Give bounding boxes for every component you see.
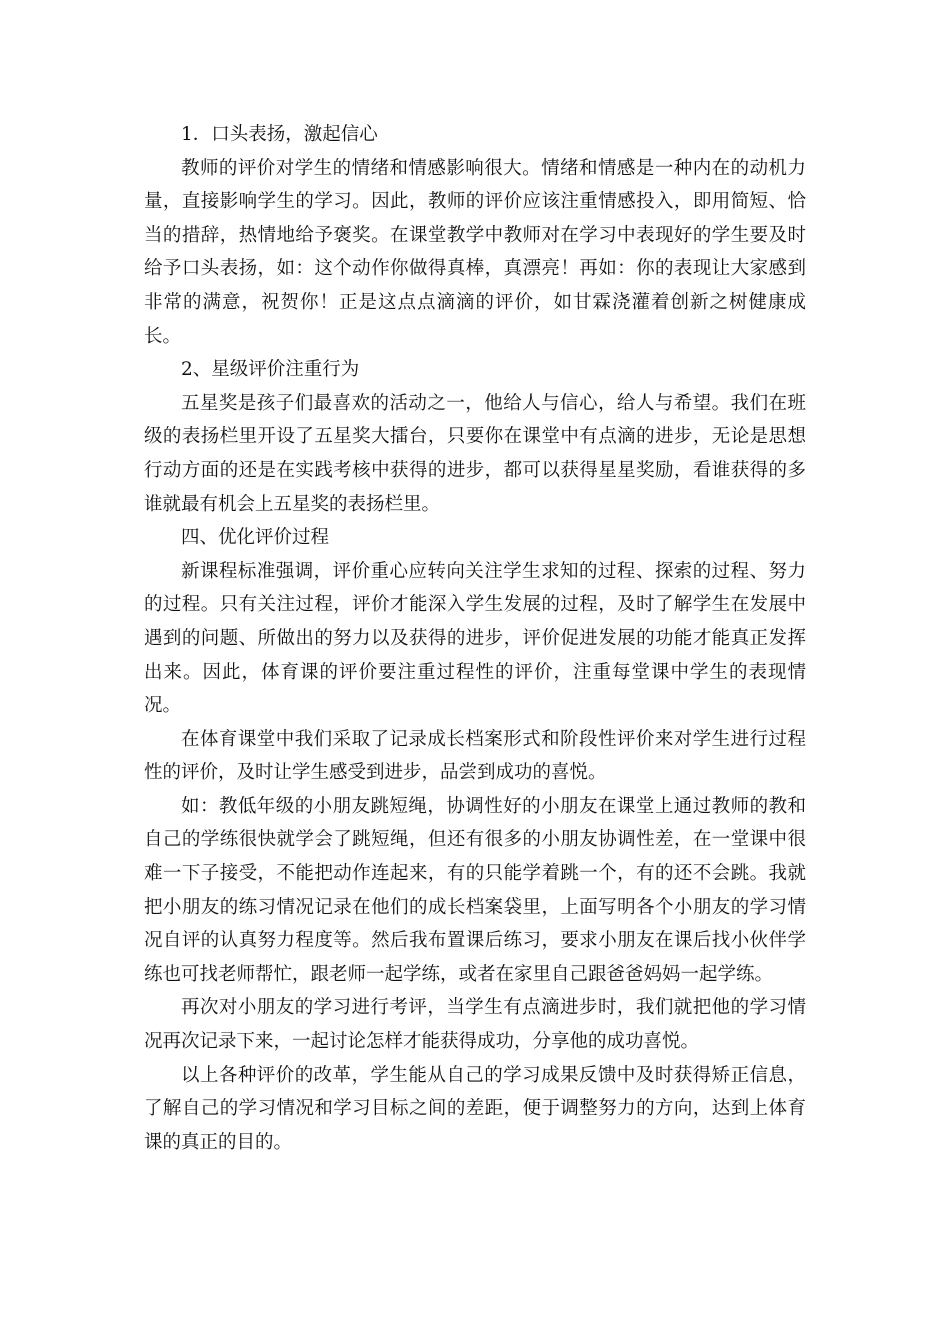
section-heading-oral-praise: 1．口头表扬，激起信心 [181, 124, 378, 145]
section-heading-star-rating: 2、星级评价注重行为 [181, 359, 360, 381]
paragraph-re-evaluation: 再次对小朋友的学习进行考评，当学生有点滴进步时，我们就把他的学习情况再次记录下来，一起讨论怎样才能获得成功，分享他的成功喜悦。 [144, 997, 806, 1053]
paragraph-growth-records: 在体育课堂中我们采取了记录成长档案形式和阶段性评价来对学生进行过程性的评价，及时让学生感受到进步，品尝到成功的喜悦。 [144, 728, 806, 784]
paragraph-jump-rope-example: 如：教低年级的小朋友跳短绳，协调性好的小朋友在课堂上通过教师的教和自己的学练很快就学会了跳短绳，但还有很多的小朋友协调性差，在一堂课中很难一下子接受，不能把动作连起来，有的只能学着跳一个，有的还不会跳。我就把小朋友的练习情况记录在他们的成长档案袋里，上面写明各个小朋友的学习情况自评的认真努力程度等。然后我布置课后练习，要求小朋友在课后找小伙伴学练也可找老师帮忙，跟老师一起学练，或者在家里自己跟爸爸妈妈一起学练。 [144, 795, 806, 985]
paragraph-conclusion: 以上各种评价的改革，学生能从自己的学习成果反馈中及时获得矫正信息，了解自己的学习情况和学习目标之间的差距，便于调整努力的方向，达到上体育课的真正的目的。 [144, 1064, 806, 1153]
paragraph-new-curriculum: 新课程标准强调，评价重心应转向关注学生求知的过程、探索的过程、努力的过程。只有关注过程，评价才能深入学生发展的过程，及时了解学生在发展中遇到的问题、所做出的努力以及获得的进步，评价促进发展的功能才能真正发挥出来。因此，体育课的评价要注重过程性的评价，注重每堂课中学生的表现情况。 [144, 560, 806, 717]
paragraph-five-star-award: 五星奖是孩子们最喜欢的活动之一，他给人与信心，给人与希望。我们在班级的表扬栏里开设了五星奖大擂台，只要你在课堂中有点滴的进步，无论是思想行动方面的还是在实践考核中获得的进步，都可以获得星星奖励，看谁获得的多谁就最有机会上五星奖的表扬栏里。 [144, 392, 806, 515]
paragraph-teacher-evaluation: 教师的评价对学生的情绪和情感影响很大。情绪和情感是一种内在的动机力量，直接影响学生的学习。因此，教师的评价应该注重情感投入，即用简短、恰当的措辞，热情地给予褒奖。在课堂教学中教师对在学习中表现好的学生要及时给予口头表扬，如：这个动作你做得真棒，真漂亮！再如：你的表现让大家感到非常的满意，祝贺你！正是这点点滴滴的评价，如甘霖浇灌着创新之树健康成长。 [144, 157, 806, 347]
section-heading-optimize-process: 四、优化评价过程 [181, 527, 330, 549]
document-page [144, 118, 806, 1159]
